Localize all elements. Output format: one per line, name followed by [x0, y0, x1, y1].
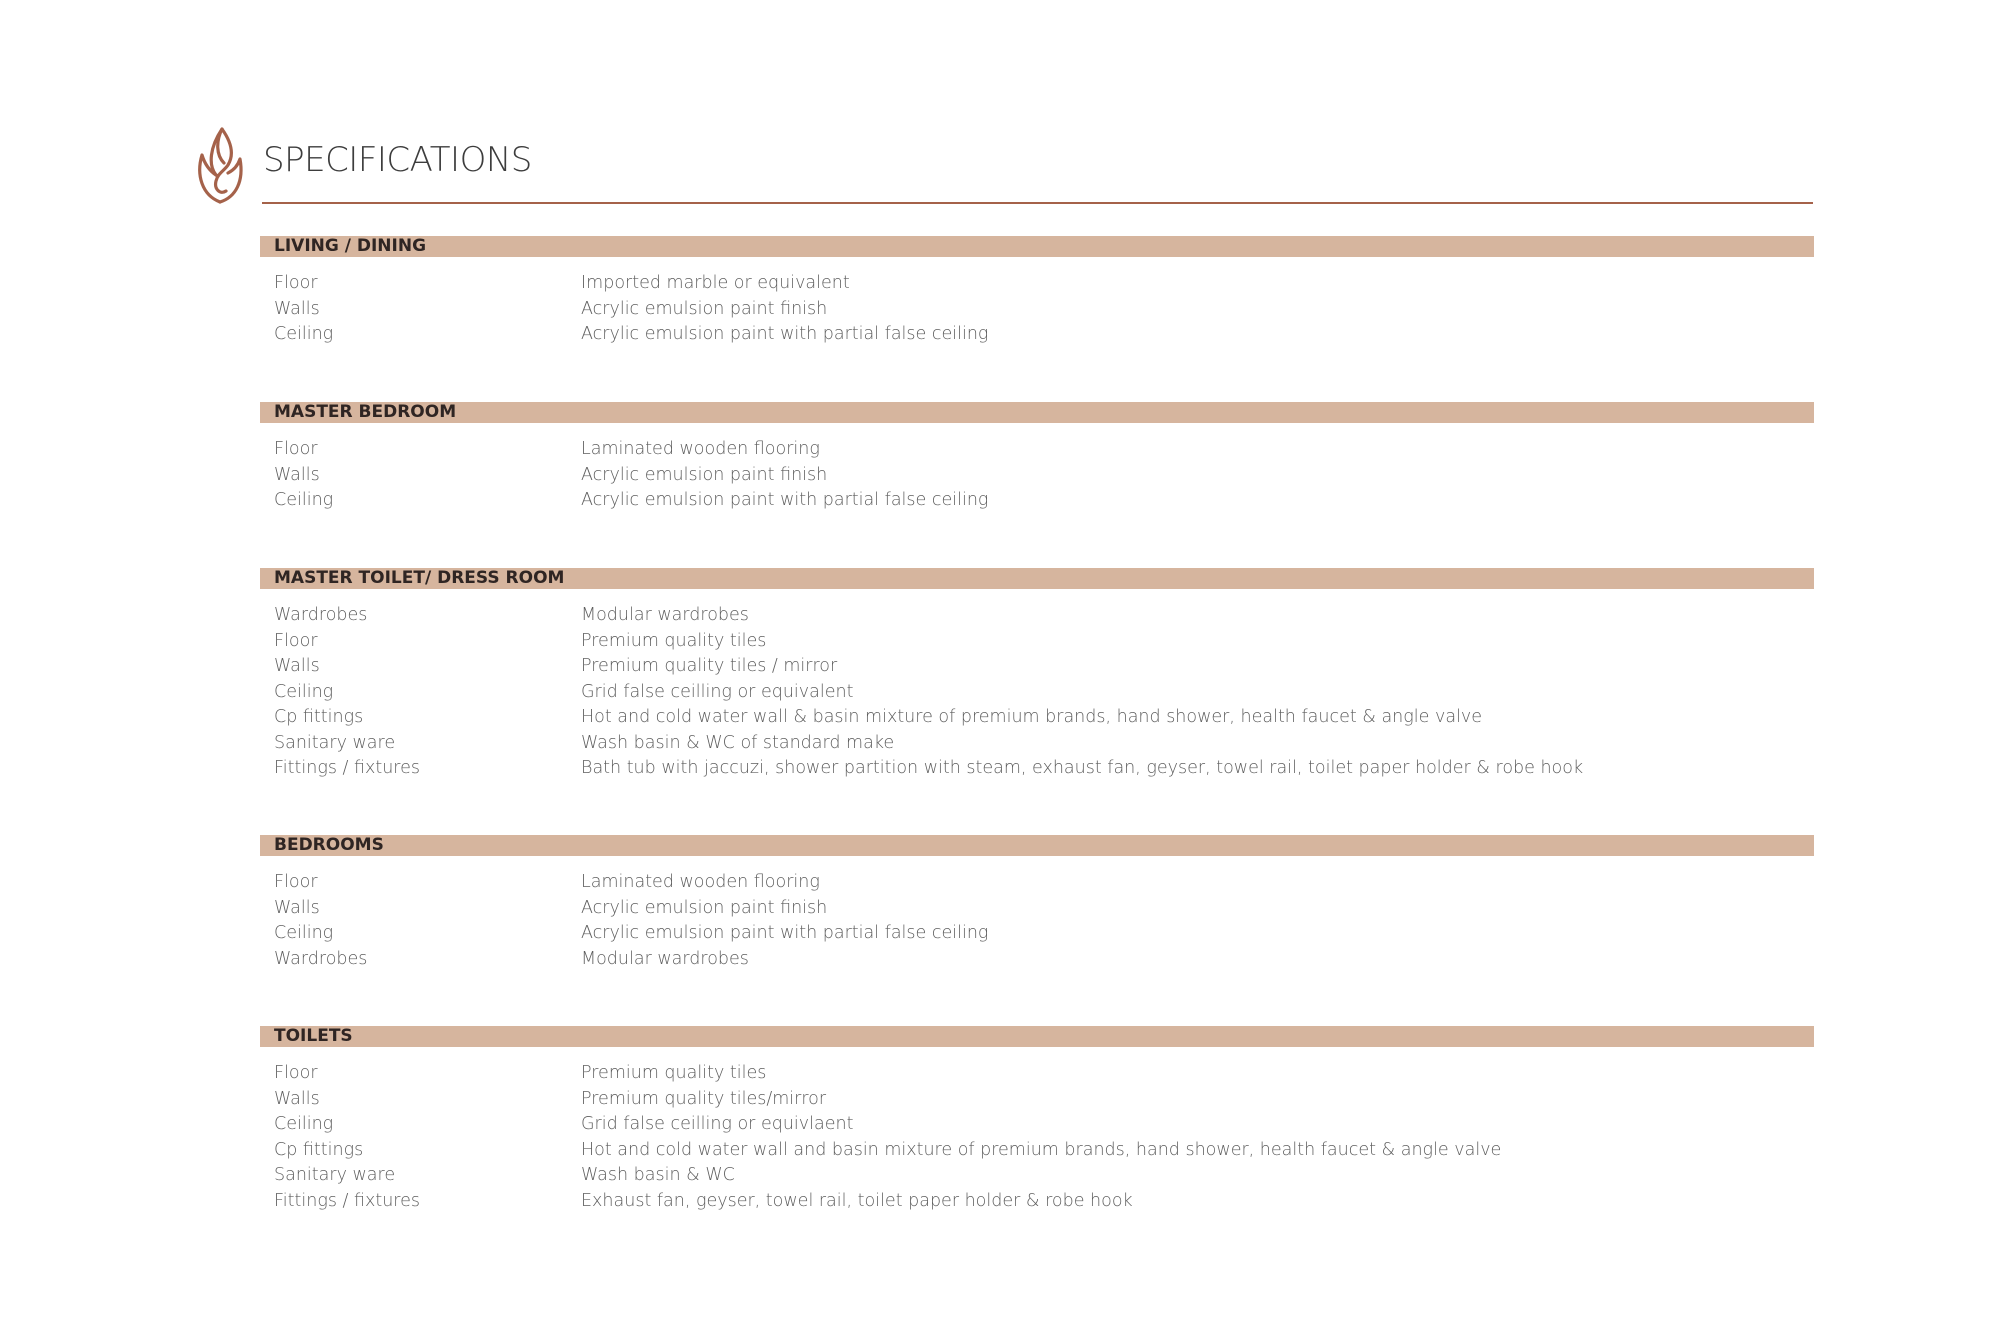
spec-row [260, 870, 1814, 896]
title-divider [262, 202, 1813, 204]
spec-label: Walls [274, 1088, 320, 1109]
spec-value: Acrylic emulsion paint finish [581, 298, 828, 319]
section-header [260, 236, 1814, 257]
spec-value: Grid false ceilling or equivalent [581, 681, 854, 702]
section-master-bedroom [260, 402, 1814, 514]
spec-value: Laminated wooden flooring [581, 439, 820, 459]
spec-label: Walls [274, 897, 320, 918]
section-toilets [260, 1026, 1814, 1214]
spec-row [260, 488, 1814, 514]
spec-value: Premium quality tiles / mirror [581, 656, 838, 676]
section-title: MASTER TOILET/ DRESS ROOM [274, 568, 565, 588]
spec-label: Cp fittings [274, 1139, 364, 1160]
spec-label: Fittings / fixtures [274, 1190, 420, 1211]
spec-value: Wash basin & WC of standard make [581, 732, 895, 753]
spec-row [260, 322, 1814, 348]
page-title: SPECIFICATIONS [263, 140, 532, 180]
spec-label: Floor [274, 630, 318, 651]
spec-label: Ceiling [274, 490, 334, 510]
section-title: LIVING / DINING [274, 236, 427, 256]
spec-value: Hot and cold water wall & basin mixture of premium brands, hand shower, health faucet & angle valve [581, 707, 1483, 727]
spec-row [260, 271, 1814, 297]
spec-label: Sanitary ware [274, 732, 396, 753]
spec-row [260, 680, 1814, 706]
spec-label: Sanitary ware [274, 1165, 396, 1185]
section-header [260, 835, 1814, 856]
spec-value: Bath tub with jaccuzi, shower partition with steam, exhaust fan, geyser, towel rail, toilet paper holder & robe hook [581, 758, 1584, 778]
section-header [260, 402, 1814, 423]
spec-value: Modular wardrobes [581, 605, 749, 625]
spec-row [260, 437, 1814, 463]
spec-row [260, 896, 1814, 922]
section-header [260, 568, 1814, 589]
spec-value: Premium quality tiles [581, 1063, 767, 1083]
section-header [260, 1026, 1814, 1047]
spec-value: Acrylic emulsion paint with partial false ceiling [581, 490, 989, 510]
spec-value: Wash basin & WC [581, 1165, 735, 1185]
spec-value: Laminated wooden flooring [581, 872, 820, 892]
spec-label: Cp fittings [274, 707, 364, 727]
tulip-logo-icon [194, 125, 252, 205]
section-living-dining [260, 236, 1814, 348]
spec-label: Wardrobes [274, 948, 368, 969]
spec-label: Floor [274, 273, 318, 293]
section-title: MASTER BEDROOM [274, 402, 457, 422]
spec-label: Wardrobes [274, 605, 368, 625]
spec-row [260, 1061, 1814, 1087]
spec-label: Floor [274, 872, 318, 892]
spec-label: Floor [274, 439, 318, 459]
spec-value: Acrylic emulsion paint with partial false ceiling [581, 324, 989, 344]
spec-row [260, 463, 1814, 489]
spec-label: Ceiling [274, 923, 334, 943]
spec-label: Ceiling [274, 324, 334, 344]
spec-row [260, 1189, 1814, 1215]
spec-label: Walls [274, 656, 320, 676]
spec-label: Walls [274, 298, 320, 319]
spec-label: Walls [274, 464, 320, 485]
spec-value: Premium quality tiles [581, 630, 767, 651]
spec-row [260, 756, 1814, 782]
section-master-toilet-dress-room [260, 568, 1814, 782]
spec-row [260, 705, 1814, 731]
spec-label: Floor [274, 1063, 318, 1083]
spec-label: Ceiling [274, 1114, 334, 1134]
spec-row [260, 1138, 1814, 1164]
spec-label: Ceiling [274, 681, 334, 702]
spec-row [260, 603, 1814, 629]
spec-value: Modular wardrobes [581, 948, 749, 969]
spec-value: Hot and cold water wall and basin mixture of premium brands, hand shower, health faucet & angle valve [581, 1139, 1502, 1160]
section-title: BEDROOMS [274, 835, 384, 855]
spec-label: Fittings / fixtures [274, 758, 420, 778]
spec-value: Grid false ceilling or equivlaent [581, 1114, 854, 1134]
spec-value: Acrylic emulsion paint with partial false ceiling [581, 923, 989, 943]
spec-row [260, 1112, 1814, 1138]
section-bedrooms [260, 835, 1814, 972]
spec-value: Exhaust fan, geyser, towel rail, toilet paper holder & robe hook [581, 1190, 1133, 1211]
spec-value: Premium quality tiles/mirror [581, 1088, 827, 1109]
spec-row [260, 654, 1814, 680]
spec-row [260, 947, 1814, 973]
spec-row [260, 297, 1814, 323]
spec-row [260, 731, 1814, 757]
spec-row [260, 629, 1814, 655]
spec-value: Imported marble or equivalent [581, 273, 850, 293]
spec-value: Acrylic emulsion paint finish [581, 897, 828, 918]
spec-row [260, 1163, 1814, 1189]
section-title: TOILETS [274, 1026, 353, 1046]
spec-row [260, 1087, 1814, 1113]
spec-value: Acrylic emulsion paint finish [581, 464, 828, 485]
spec-row [260, 921, 1814, 947]
